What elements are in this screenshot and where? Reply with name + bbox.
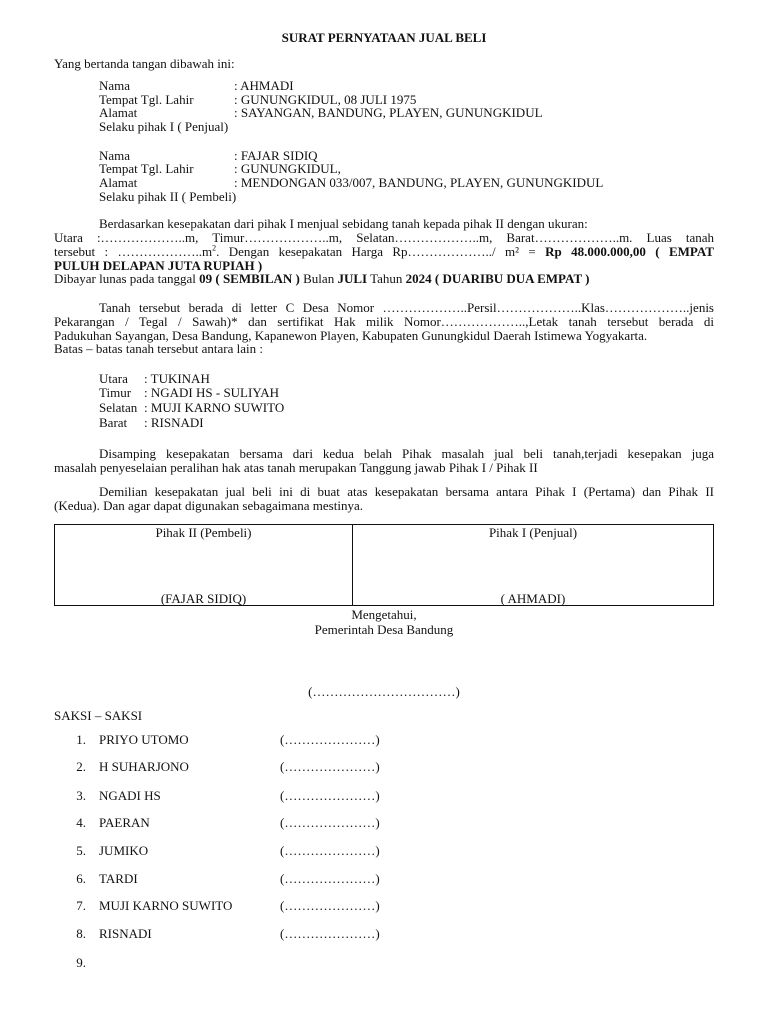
border-north-value: : TUKINAH: [144, 371, 210, 386]
witness-name: MUJI KARNO SUWITO: [99, 898, 233, 913]
payment-year: 2024 ( DUARIBU DUA EMPAT ): [405, 271, 590, 286]
payment-day: 09 ( SEMBILAN ): [199, 271, 300, 286]
witness-number: 7.: [76, 898, 86, 913]
witness-signature-line: (…………………): [280, 732, 380, 747]
seller-signature-heading: Pihak I (Penjual): [488, 525, 578, 540]
witness-name: NGADI HS: [99, 788, 161, 803]
witness-signature-line: (…………………): [280, 815, 380, 830]
witness-number: 1.: [76, 732, 86, 747]
dispute-line-2: masalah penyeselaian peralihan hak atas tanah merupakan Tanggung jawab Pihak I / Pihak II: [54, 460, 538, 475]
witness-signature-line: (…………………): [280, 788, 380, 803]
village-signature-line: (……………………………): [308, 684, 460, 699]
witness-number: 2.: [76, 759, 86, 774]
seller-role: Selaku pihak I ( Penjual): [99, 119, 229, 134]
agreement-size-sup: 2: [212, 243, 217, 253]
witness-name: JUMIKO: [99, 843, 149, 858]
intro-text: Yang bertanda tangan dibawah ini:: [54, 56, 235, 71]
witness-number: 6.: [76, 871, 86, 886]
agreement-price-text: . Dengan kesepakatan Harga Rp………………../ m² =: [216, 244, 546, 259]
agreement-price-amount: Rp 48.000.000,00 ( EMPAT: [545, 244, 714, 259]
witness-name: H SUHARJONO: [99, 759, 189, 774]
seller-name-value: : AHMADI: [234, 78, 294, 93]
witness-name: PRIYO UTOMO: [99, 732, 189, 747]
acknowledged-label: Mengetahui,: [351, 607, 417, 622]
border-north-label: Utara: [99, 371, 128, 386]
buyer-address-value: : MENDONGAN 033/007, BANDUNG, PLAYEN, GUNUNGKIDUL: [234, 175, 604, 190]
border-east-value: : NGADI HS - SULIYAH: [144, 385, 280, 400]
buyer-birth-value: : GUNUNGKIDUL,: [234, 161, 341, 176]
seller-address-label: Alamat: [99, 105, 138, 120]
border-south-value: : MUJI KARNO SUWITO: [144, 400, 285, 415]
seller-name-label: Nama: [99, 78, 131, 93]
witness-number: 8.: [76, 926, 86, 941]
seller-birth-label: Tempat Tgl. Lahir: [99, 92, 194, 107]
witness-name: PAERAN: [99, 815, 150, 830]
witness-signature-line: (…………………): [280, 898, 380, 913]
village-government-label: Pemerintah Desa Bandung: [314, 622, 454, 637]
border-south-label: Selatan: [99, 400, 138, 415]
witness-name: TARDI: [99, 871, 138, 886]
buyer-address-label: Alamat: [99, 175, 138, 190]
border-east-label: Timur: [99, 385, 132, 400]
witness-number: 9.: [76, 955, 86, 970]
payment-line: [54, 272, 589, 286]
land-line-4: Batas – batas tanah tersebut antara lain :: [54, 341, 264, 356]
seller-address-value: : SAYANGAN, BANDUNG, PLAYEN, GUNUNGKIDUL: [234, 105, 543, 120]
closing-line-2: (Kedua). Dan agar dapat digunakan sebagaimana mestinya.: [54, 498, 363, 513]
land-line-2: Pekarangan / Tegal / Sawah)* dan sertifikat Hak milik Nomor………………..,Letak tanah tersebut berada di: [54, 314, 714, 329]
witness-signature-line: (…………………): [280, 926, 380, 941]
witness-signature-line: (…………………): [280, 759, 380, 774]
payment-year-label: Tahun: [367, 271, 406, 286]
payment-text: Dibayar lunas pada tanggal: [54, 271, 200, 286]
seller-birth-value: : GUNUNGKIDUL, 08 JULI 1975: [234, 92, 417, 107]
buyer-name-value: : FAJAR SIDIQ: [234, 148, 318, 163]
witness-number: 3.: [76, 788, 86, 803]
witness-name: RISNADI: [99, 926, 152, 941]
witnesses-title: SAKSI – SAKSI: [54, 708, 143, 723]
witness-signature-line: (…………………): [280, 843, 380, 858]
dispute-line-1: Disamping kesepakatan bersama dari kedua belah Pihak masalah jual beli tanah,terjadi kesepakan juga: [99, 446, 714, 461]
buyer-birth-label: Tempat Tgl. Lahir: [99, 161, 194, 176]
signature-table: [54, 524, 714, 606]
border-west-label: Barat: [99, 415, 128, 430]
buyer-name-label: Nama: [99, 148, 131, 163]
witness-number: 4.: [76, 815, 86, 830]
agreement-line-3: [54, 245, 714, 259]
land-line-1: Tanah tersebut berada di letter C Desa Nomor ………………..Persil………………..Klas………………..jenis: [99, 300, 714, 315]
buyer-signature-heading: Pihak II (Pembeli): [155, 525, 252, 540]
agreement-size-text: tersebut : ………………..m: [54, 244, 213, 259]
agreement-line-2: Utara :………………..m, Timur………………..m, Selatan………………..m, Barat………………..m. Luas tanah: [54, 230, 714, 245]
buyer-role: Selaku pihak II ( Pembeli): [99, 189, 237, 204]
closing-line-1: Demilian kesepakatan jual beli ini di buat atas kesepakatan bersama antara Pihak I (Pertama) dan Pihak II: [99, 484, 714, 499]
buyer-signature-name: (FAJAR SIDIQ): [160, 591, 247, 606]
agreement-line-1: Berdasarkan kesepakatan dari pihak I menjual sebidang tanah kepada pihak II dengan ukuran:: [99, 216, 588, 231]
witness-number: 5.: [76, 843, 86, 858]
seller-signature-name: ( AHMADI): [500, 591, 566, 606]
witness-signature-line: (…………………): [280, 871, 380, 886]
land-line-3: Padukuhan Sayangan, Desa Bandung, Kapanewon Playen, Kabupaten Gunungkidul Daerah Istimewa Yogyakarta.: [54, 328, 648, 343]
payment-month-label: Bulan: [299, 271, 338, 286]
document-title: SURAT PERNYATAAN JUAL BELI: [281, 30, 487, 45]
seller-signature-cell: [353, 525, 713, 605]
payment-month: JULI: [337, 271, 368, 286]
buyer-signature-cell: [55, 525, 353, 605]
border-west-value: : RISNADI: [144, 415, 204, 430]
agreement-line-4: PULUH DELAPAN JUTA RUPIAH ): [54, 258, 263, 273]
